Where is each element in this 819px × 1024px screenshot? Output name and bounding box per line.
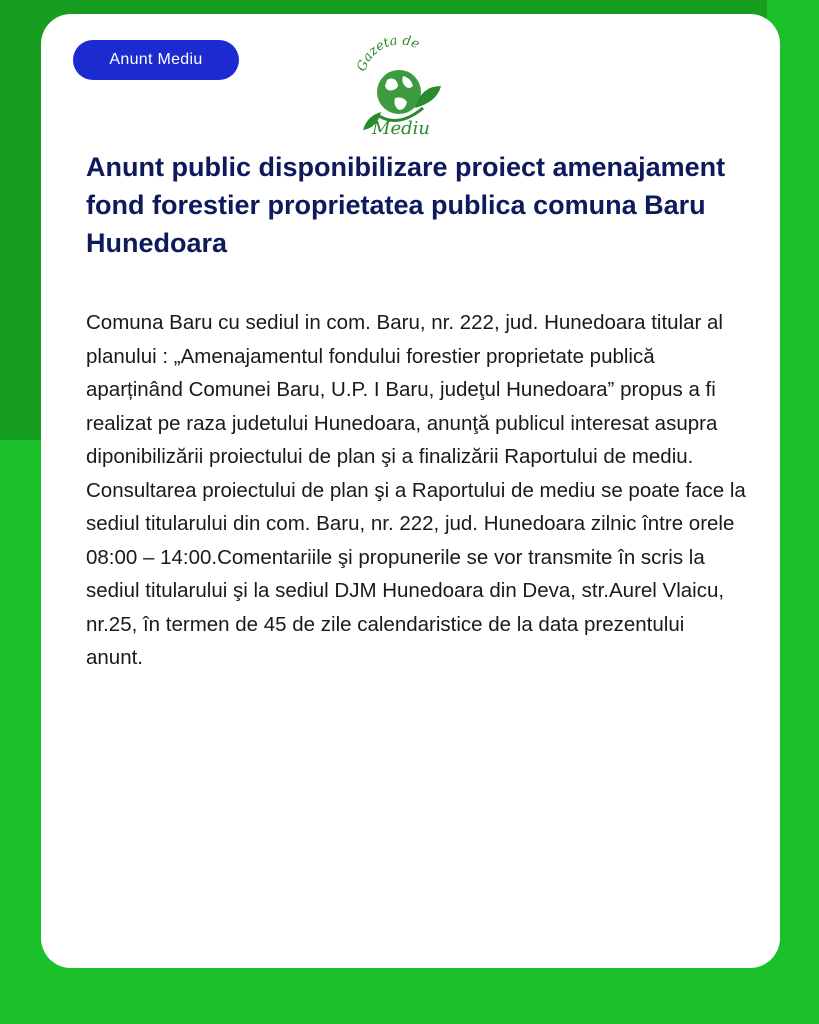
article-title: Anunt public disponibilizare proiect amenajament fond forestier proprietatea publica comuna Baru Hunedoara	[86, 152, 726, 258]
category-badge[interactable]: Anunt Mediu	[73, 40, 239, 80]
logo-top-text: Gazeta de	[354, 33, 422, 74]
globe-leaf-logo-icon	[351, 30, 447, 144]
logo-bottom-text: Mediu	[372, 118, 430, 139]
announcement-card	[41, 14, 780, 968]
article-body: Comuna Baru cu sediul in com. Baru, nr. 222, jud. Hunedoara titular al planului : „Amenajamentul fondului forestier proprietate publică aparținând Comunei Baru, U.P. I Baru, judeţul Hunedoara” propus a fi realizat pe raza judetului Hunedoara, anunţă publicul interesat asupra diponibilizării proiectului de plan şi a finalizării Raportului de mediu. Consultarea proiectului de plan şi a Raportului de mediu se poate face la sediul titularului din com. Baru, nr. 222, jud. Hunedoara zilnic între orele 08:00 – 14:00.Comentariile şi propunerile se vor transmite în scris la sediul titularului şi la sediul DJM Hunedoara din Deva, str.Aurel Vlaicu, nr.25, în termen de 45 de zile calendaristice de la data prezentului anunt.	[86, 311, 746, 669]
gazeta-de-mediu-logo[interactable]	[351, 30, 447, 144]
